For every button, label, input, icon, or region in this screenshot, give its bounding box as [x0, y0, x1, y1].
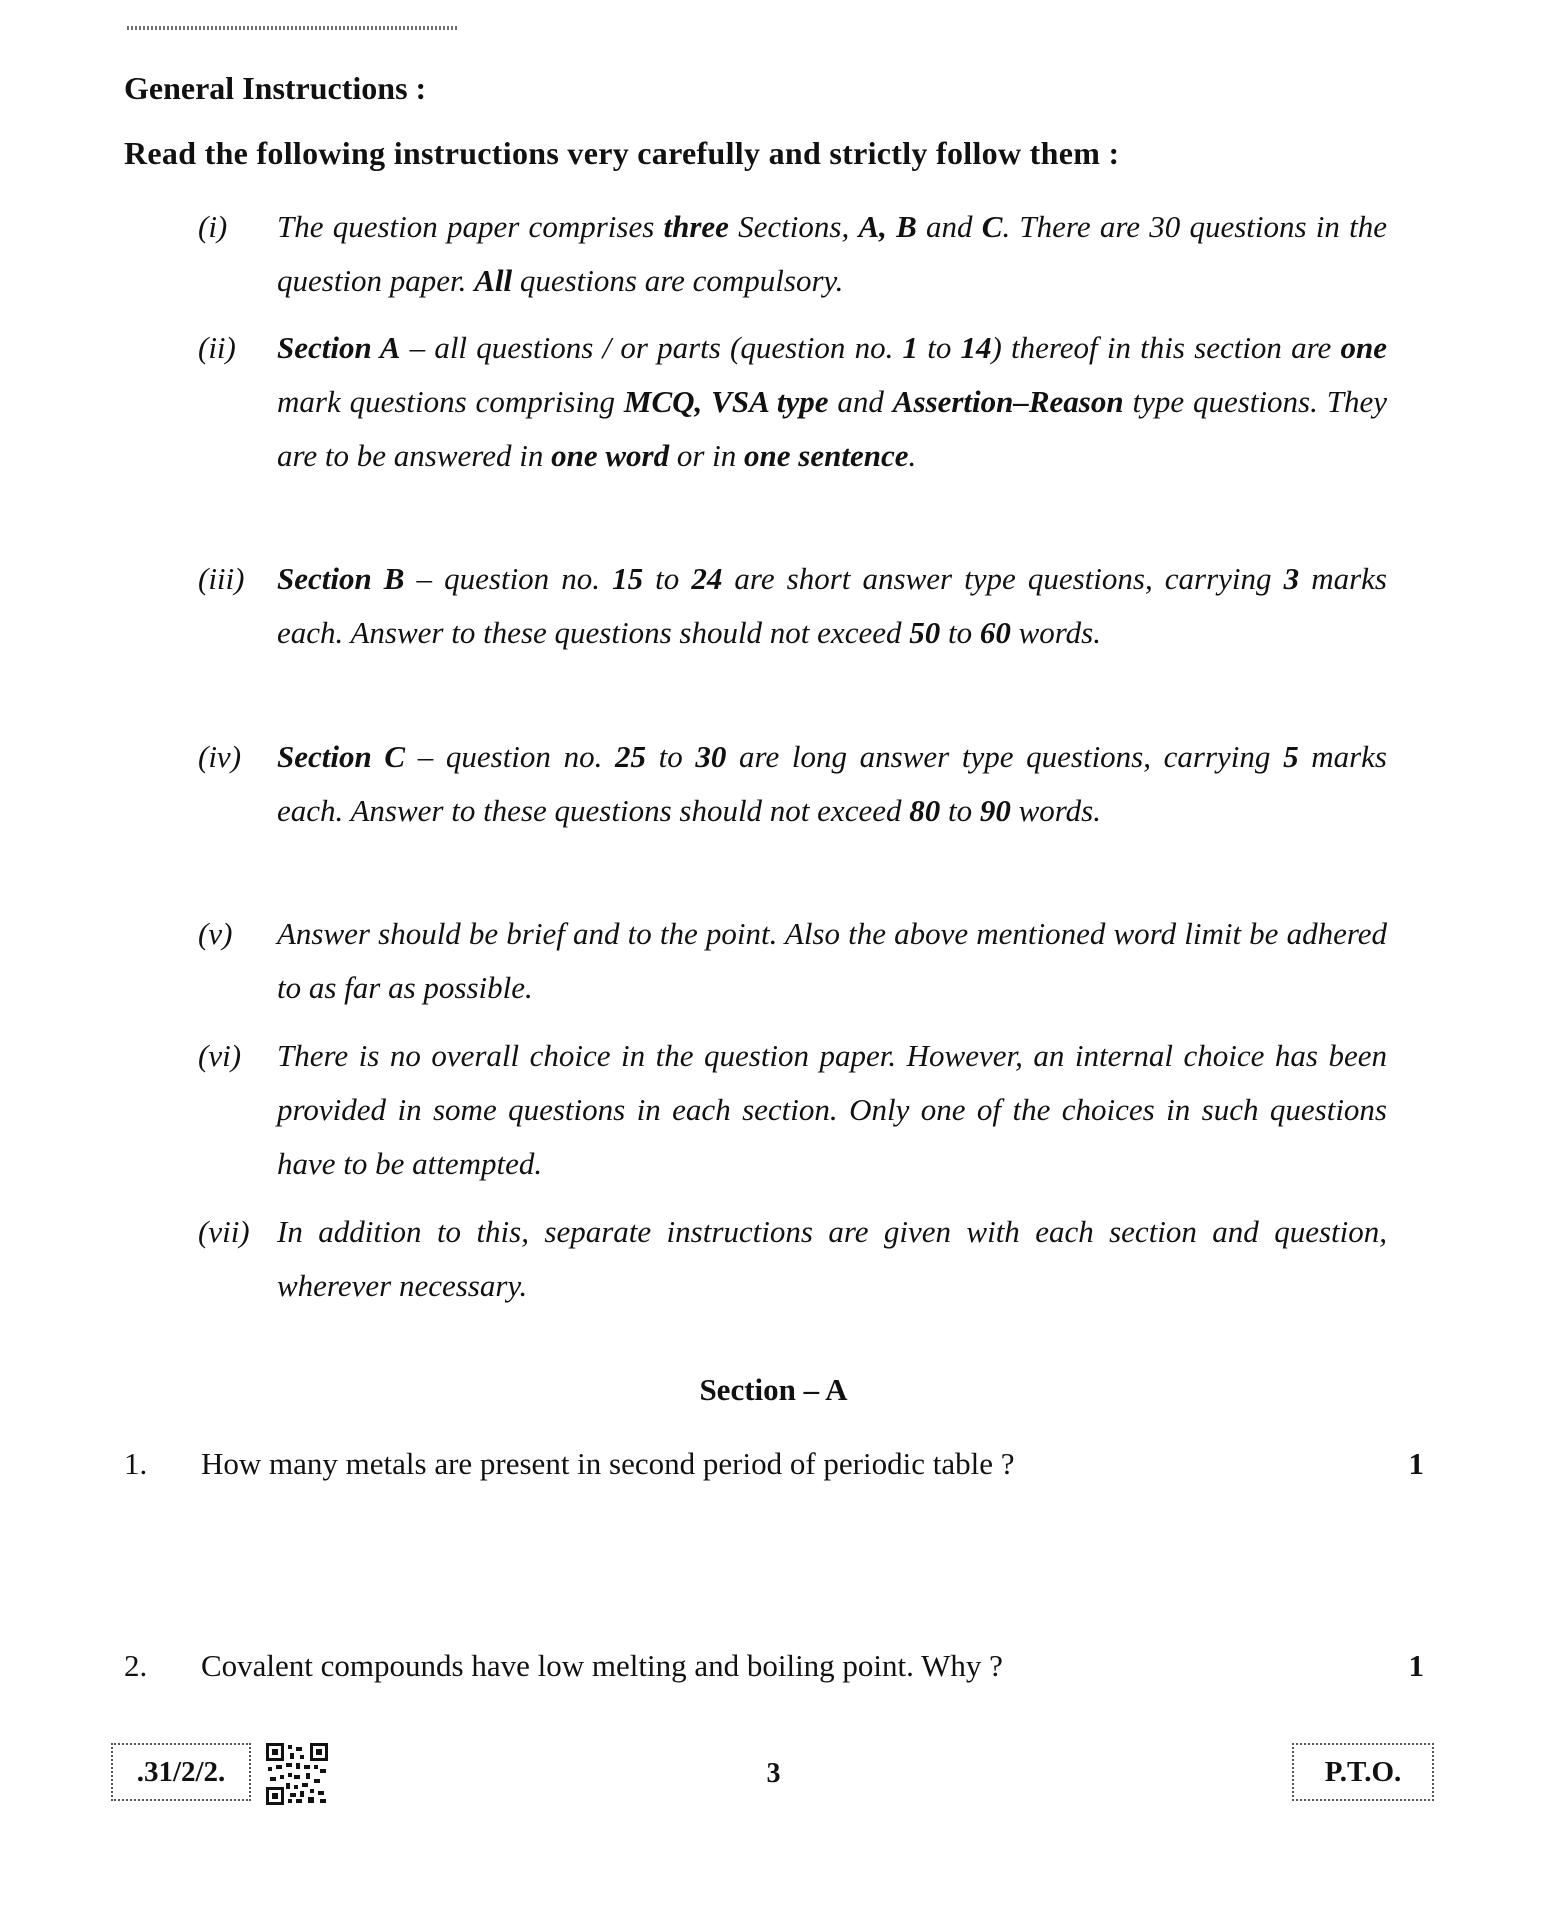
instruction-emphasis: 15	[612, 561, 644, 596]
instruction-run: and	[828, 384, 893, 419]
instruction-emphasis: Section C	[277, 739, 406, 774]
instruction-number: (vi)	[198, 1038, 242, 1073]
instruction-run: ) thereof in this section are	[991, 330, 1341, 365]
instruction-run: words.	[1010, 793, 1101, 828]
instruction-run: – question no.	[404, 561, 613, 596]
instruction-run: Sections,	[728, 209, 859, 244]
instruction-run: .	[908, 438, 917, 473]
instruction-run: mark questions comprising	[277, 384, 624, 419]
instruction-emphasis: Section A	[277, 330, 401, 365]
instruction-run: to	[645, 739, 696, 774]
question-text: Covalent compounds have low melting and boiling point. Why ?	[201, 1648, 1003, 1683]
instruction-run: marks each. Answer to these questions should not exceed	[277, 739, 1387, 828]
question-number: 2.	[124, 1648, 148, 1683]
question-number: 1.	[124, 1446, 148, 1481]
instruction-number: (i)	[198, 209, 228, 244]
instruction-text	[277, 1205, 1387, 1313]
question-marks: 1	[1408, 1446, 1424, 1481]
instruction-emphasis: one sentence	[744, 438, 909, 473]
paper-code-box: .31/2/2.	[111, 1743, 251, 1801]
instruction-emphasis: three	[663, 209, 729, 244]
instruction-text	[277, 552, 1387, 660]
instruction-run: – all questions / or parts (question no.	[400, 330, 903, 365]
instruction-emphasis: MCQ, VSA type	[623, 384, 829, 419]
instruction-number: (iii)	[198, 561, 245, 596]
section-a-heading: Section – A	[699, 1372, 848, 1407]
instruction-number: (iv)	[198, 739, 242, 774]
general-instructions-heading: General Instructions :	[124, 70, 427, 106]
instruction-emphasis: 1	[902, 330, 919, 365]
instruction-run: words.	[1010, 615, 1101, 650]
instruction-run: The question paper comprises	[277, 209, 664, 244]
instruction-run: – question no.	[405, 739, 615, 774]
instruction-number: (ii)	[198, 330, 236, 365]
instruction-emphasis: 3	[1283, 561, 1300, 596]
instruction-text	[277, 730, 1387, 838]
instruction-run: are long answer type questions, carrying	[726, 739, 1284, 774]
instruction-emphasis: 5	[1283, 739, 1299, 774]
instruction-emphasis: 90	[979, 793, 1011, 828]
instruction-text	[277, 200, 1387, 308]
instruction-run: questions are compulsory.	[512, 263, 844, 298]
instruction-emphasis: 25	[614, 739, 646, 774]
question-marks: 1	[1408, 1648, 1424, 1683]
instruction-emphasis: Assertion–Reason	[892, 384, 1124, 419]
page-number: 3	[766, 1758, 781, 1789]
question-text: How many metals are present in second period of periodic table ?	[201, 1446, 1015, 1481]
instruction-emphasis: 80	[909, 793, 941, 828]
instruction-run: to	[918, 330, 961, 365]
instruction-number: (vii)	[198, 1214, 250, 1249]
instruction-emphasis: 50	[909, 615, 941, 650]
instruction-emphasis: 30	[695, 739, 727, 774]
instruction-emphasis: A, B	[858, 209, 917, 244]
instruction-emphasis: 14	[960, 330, 992, 365]
instruction-run: . There are 30 questions in the question paper.	[277, 209, 1388, 298]
instruction-run: to	[940, 615, 980, 650]
instruction-run: to	[643, 561, 692, 596]
instruction-text	[277, 321, 1387, 483]
instruction-emphasis: C	[981, 209, 1003, 244]
instruction-emphasis: one word	[551, 438, 670, 473]
instruction-run: In addition to this, separate instructions are given with each section and question, wherever necessary.	[277, 1214, 1387, 1303]
instruction-number: (v)	[198, 916, 233, 951]
instruction-run: Answer should be brief and to the point. Also the above mentioned word limit be adhered to as far as possible.	[277, 916, 1387, 1005]
instruction-run: or in	[669, 438, 745, 473]
instruction-emphasis: 24	[691, 561, 723, 596]
instruction-run: type questions. They are to be answered in	[277, 384, 1387, 473]
instruction-run: marks each. Answer to these questions should not exceed	[277, 561, 1387, 650]
security-microtext-line	[127, 26, 457, 30]
instruction-emphasis: All	[474, 263, 513, 298]
instructions-subheading: Read the following instructions very carefully and strictly follow them :	[124, 135, 1120, 171]
instruction-run: There is no overall choice in the question paper. However, an internal choice has been provided in some questions in each section. Only one of the choices in such questions have to be attempted.	[277, 1038, 1387, 1181]
instruction-emphasis: Section B	[277, 561, 405, 596]
instruction-run: to	[940, 793, 980, 828]
instruction-emphasis: one	[1340, 330, 1387, 365]
instruction-text	[277, 1029, 1387, 1191]
instruction-run: and	[916, 209, 982, 244]
instruction-run: are short answer type questions, carrying	[722, 561, 1284, 596]
instruction-emphasis: 60	[979, 615, 1011, 650]
instruction-text	[277, 907, 1387, 1015]
pto-box: P.T.O.	[1292, 1743, 1434, 1801]
